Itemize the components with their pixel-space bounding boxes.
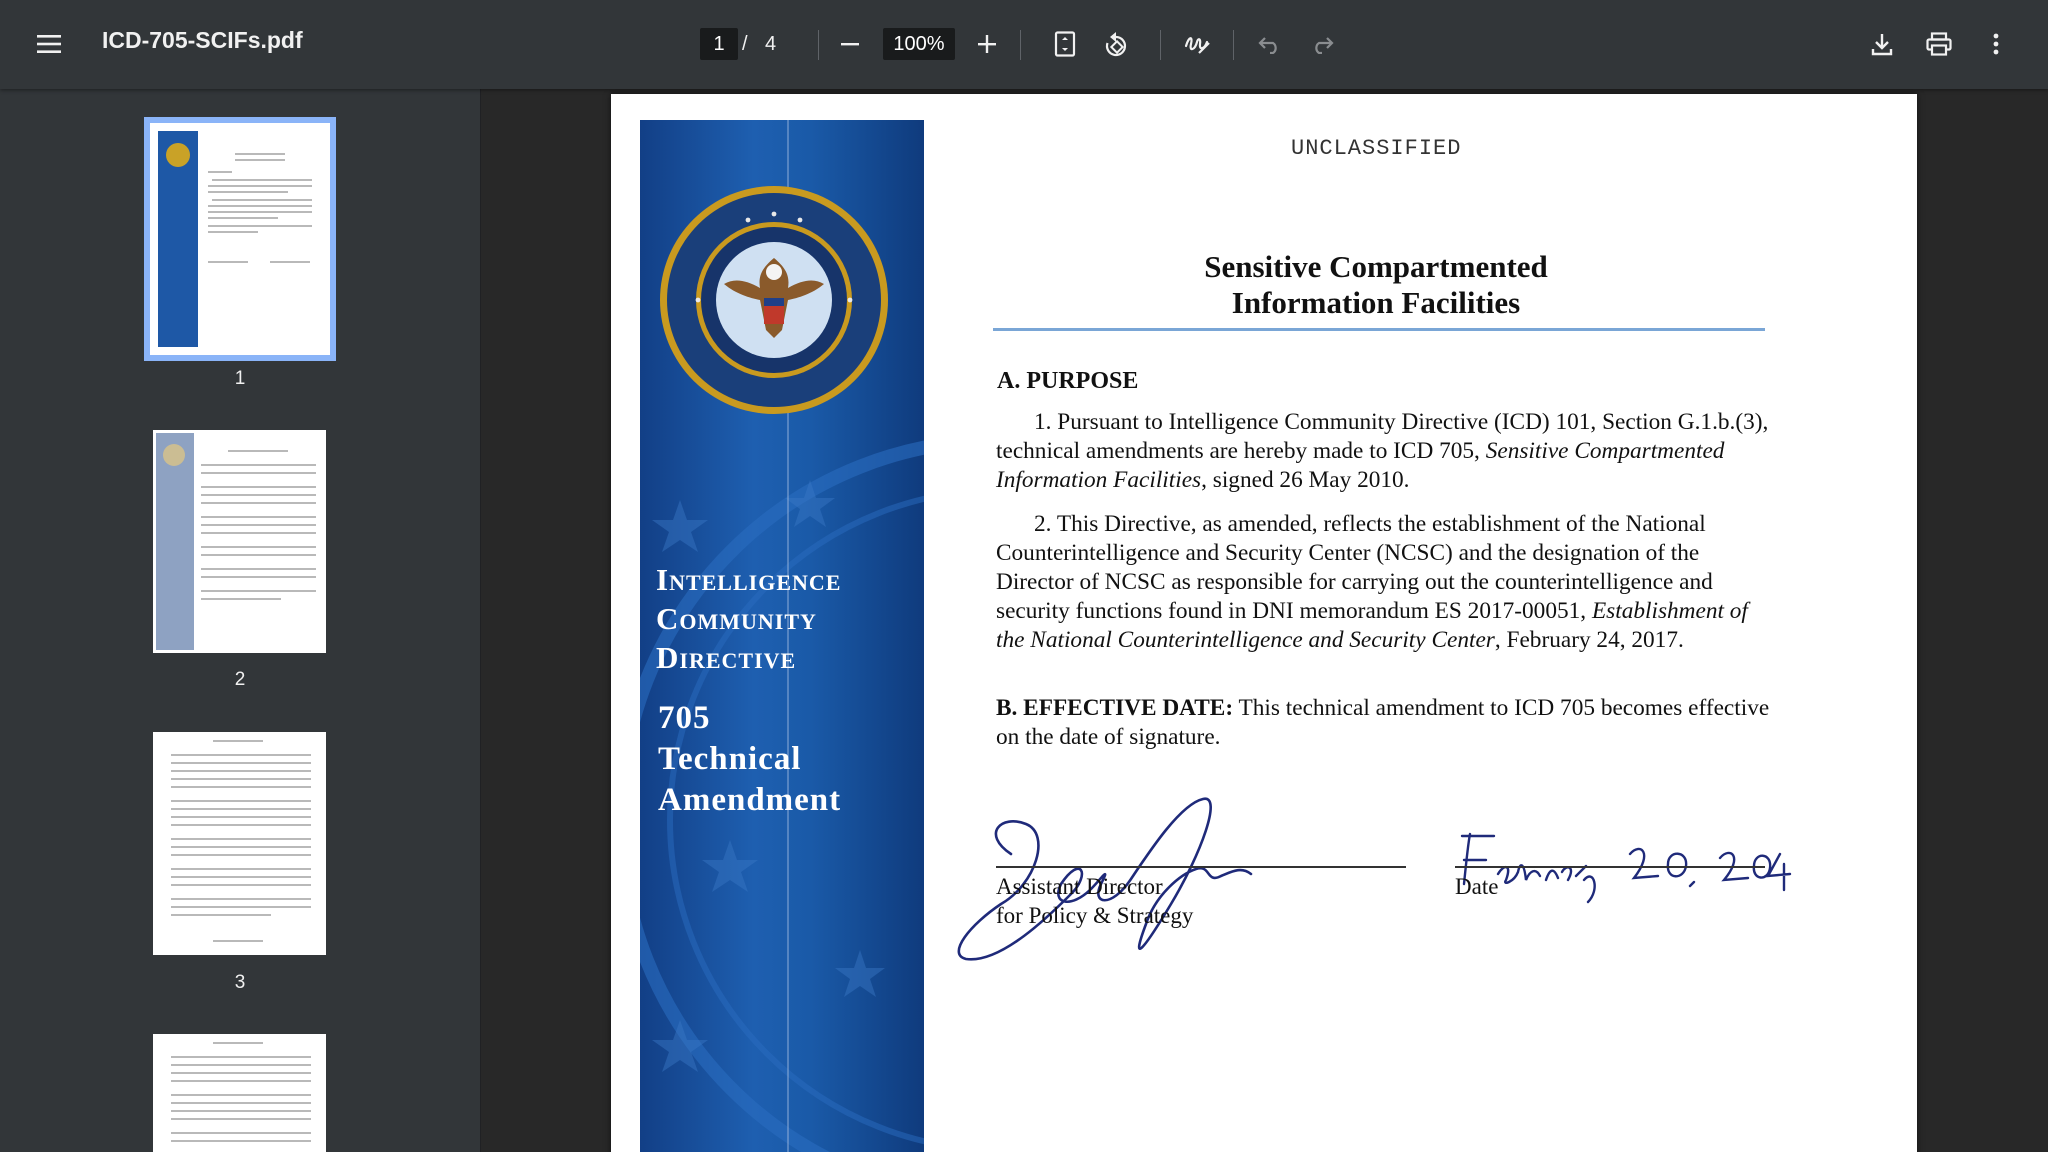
menu-icon[interactable] xyxy=(28,22,72,66)
undo-button[interactable] xyxy=(1248,22,1292,66)
odni-seal-icon xyxy=(654,180,894,420)
document-viewer[interactable] xyxy=(481,89,2048,1152)
pdf-toolbar xyxy=(0,0,2048,89)
plus-icon xyxy=(977,34,997,54)
banner-title: Intelligence Community Directive xyxy=(656,562,842,675)
thumbnail-sidebar xyxy=(0,89,481,1152)
rotate-icon xyxy=(1102,31,1130,57)
section-a-heading: A. PURPOSE xyxy=(997,368,1139,394)
undo-icon xyxy=(1258,34,1282,54)
page-separator: / xyxy=(742,33,748,55)
directive-banner xyxy=(640,120,924,1152)
print-button[interactable] xyxy=(1917,22,1961,66)
rotate-button[interactable] xyxy=(1094,22,1138,66)
redo-icon xyxy=(1310,34,1334,54)
toolbar-divider xyxy=(1233,30,1234,60)
signer-title: Assistant Director for Policy & Strategy xyxy=(996,874,1194,928)
minus-icon xyxy=(840,34,860,54)
toolbar-divider xyxy=(1160,30,1161,60)
total-pages: 4 xyxy=(765,33,777,55)
thumbnail-number: 3 xyxy=(234,972,246,993)
signature-line xyxy=(996,866,1406,868)
document-title: Sensitive Compartmented Information Facilities xyxy=(1204,249,1548,320)
thumbnail-number: 1 xyxy=(234,368,246,389)
more-vert-icon xyxy=(1993,33,1999,55)
document-filename: ICD-705-SCIFs.pdf xyxy=(102,27,303,53)
page-thumbnail-1[interactable] xyxy=(150,123,330,355)
print-icon xyxy=(1926,32,1952,56)
thumbnail-number: 2 xyxy=(234,669,246,690)
fit-page-icon xyxy=(1054,31,1076,57)
toolbar-divider xyxy=(1020,30,1021,60)
seal-icon xyxy=(166,143,190,167)
date-label: Date xyxy=(1455,874,1499,899)
more-options-button[interactable] xyxy=(1974,22,2018,66)
pdf-page-1 xyxy=(611,94,1917,1152)
handwritten-date xyxy=(1454,824,1794,904)
download-icon xyxy=(1871,32,1893,56)
banner-subtitle: 705 Technical Amendment xyxy=(658,700,842,818)
date-line xyxy=(1455,866,1765,868)
zoom-level-input[interactable]: 100% xyxy=(883,28,955,60)
download-button[interactable] xyxy=(1860,22,1904,66)
toolbar-divider xyxy=(818,30,819,60)
fit-page-button[interactable] xyxy=(1043,22,1087,66)
seal-icon xyxy=(163,444,185,466)
purpose-paragraph-1: 1. Pursuant to Intelligence Community Directive (ICD) 101, Section G.1.b.(3), technical amendments are hereby made to ICD 705, Sensitive Compartmented Information Facilities, signed 26 May 2010. xyxy=(996,409,1769,493)
classification-marking: UNCLASSIFIED xyxy=(1291,136,1462,161)
draw-icon xyxy=(1183,32,1211,56)
current-page-input[interactable]: 1 xyxy=(700,28,738,60)
redo-button[interactable] xyxy=(1300,22,1344,66)
effective-date-paragraph: B. EFFECTIVE DATE: This technical amendment to ICD 705 becomes effective on the date of signature. xyxy=(996,695,1770,750)
title-rule xyxy=(993,328,1765,331)
page-thumbnail-4[interactable] xyxy=(153,1034,326,1152)
page-thumbnail-2[interactable] xyxy=(153,430,326,653)
zoom-in-button[interactable] xyxy=(965,22,1009,66)
page-thumbnail-3[interactable] xyxy=(153,732,326,955)
purpose-paragraph-2: 2. This Directive, as amended, reflects the establishment of the National Counterintelligence and Security Center (NCSC) and the designation of the Director of NCSC as responsible for carrying out the counterintelligence and security functions found in DNI memorandum ES 2017-00051, Establishment of the National Counterintelligence and Security Center, February 24, 2017. xyxy=(996,511,1748,653)
annotate-button[interactable] xyxy=(1175,22,1219,66)
zoom-out-button[interactable] xyxy=(828,22,872,66)
